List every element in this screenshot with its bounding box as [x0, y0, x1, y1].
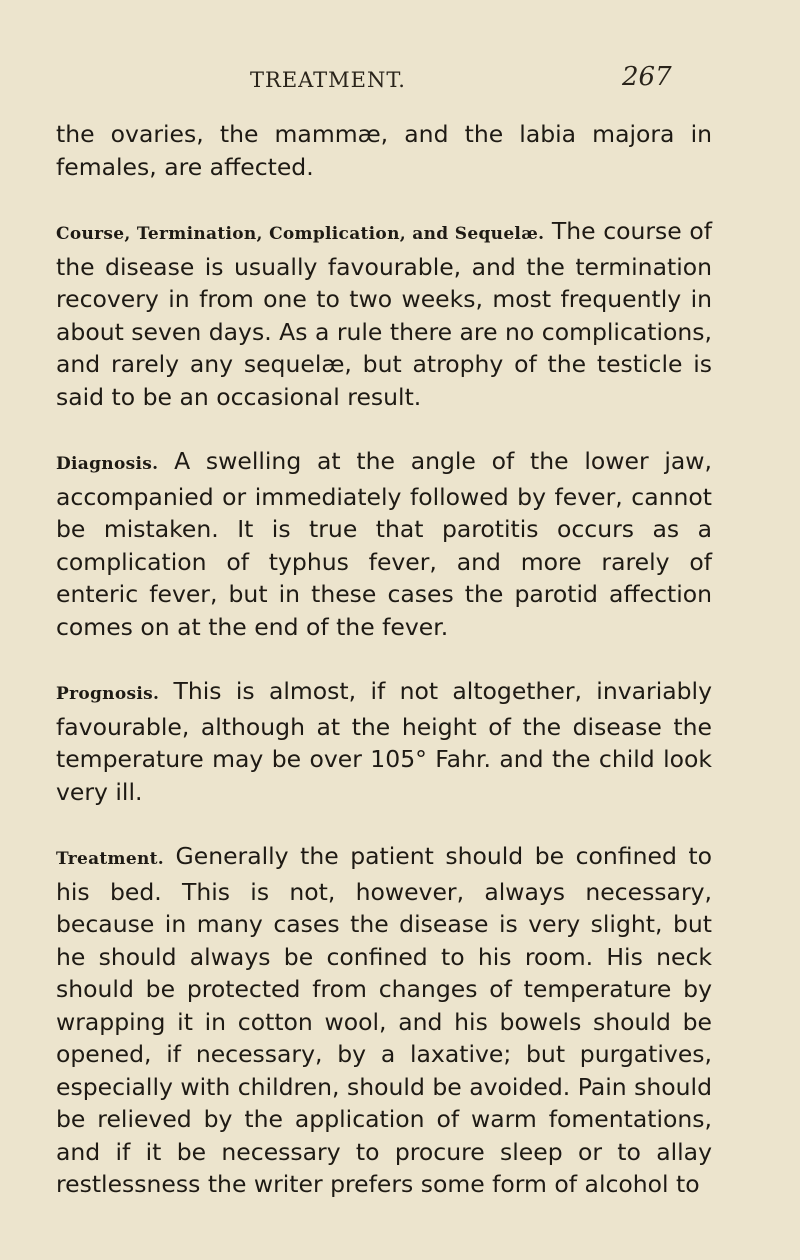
page-number: 267: [622, 62, 672, 92]
paragraph-intro: [56, 118, 712, 183]
section-heading-prognosis: Prognosis.: [56, 684, 160, 704]
paragraph-treatment: [56, 840, 712, 1201]
paragraph-intro-text: the ovaries, the mammæ, and the labia majora in females, are affected.: [56, 120, 712, 181]
paragraph-diagnosis-text: A swelling at the angle of the lower jaw, accompanied or immediately followed by fever, cannot be mistaken. It is true that parotitis occurs as a complication of typhus fever, and more rarely of enteric fever, but in these cases the parotid affection comes on at the end of the fever.: [56, 447, 712, 641]
paragraph-prognosis: [56, 675, 712, 808]
section-heading-diagnosis: Diagnosis.: [56, 454, 159, 474]
paragraph-diagnosis: [56, 445, 712, 643]
paragraph-prognosis-text: This is almost, if not altogether, invariably favourable, although at the height of the disease the temperature may be over 105° Fahr. and the child look very ill.: [56, 677, 712, 806]
section-heading-treatment: Treatment.: [56, 849, 164, 869]
body-text: [56, 118, 712, 1201]
paragraph-course-text: The course of the disease is usually favourable, and the termination recovery in from one to two weeks, most frequently in about seven days. As a rule there are no complications, and rarely any sequelæ, but atrophy of the testicle is said to be an occasional result.: [56, 217, 712, 411]
section-heading-course: Course, Termination, Complication, and Sequelæ.: [56, 224, 545, 244]
paragraph-course: [56, 215, 712, 413]
paragraph-treatment-text: Generally the patient should be confined to his bed. This is not, however, always necessary, because in many cases the disease is very slight, but he should always be confined to his room. His neck should be protected from changes of temperature by wrapping it in cotton wool, and his bowels should be opened, if necessary, by a laxative; but purgatives, especially with children, should be avoided. Pain should be relieved by the application of warm fomentations, and if it be necessary to procure sleep or to allay restlessness the writer prefers some form of alcohol to: [56, 842, 712, 1198]
running-head: TREATMENT.: [250, 68, 406, 92]
